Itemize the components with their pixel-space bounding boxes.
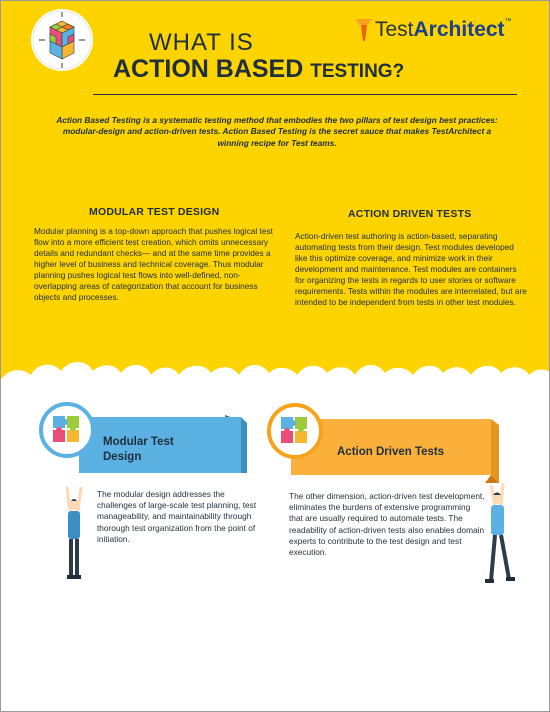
title-line-1: WHAT IS — [149, 29, 254, 56]
title-line-2 — [113, 55, 404, 84]
title-divider — [93, 94, 517, 95]
modular-design-card-title: Modular Test Design — [103, 436, 174, 463]
puzzle-icon-orange — [267, 403, 323, 459]
brand-mark-icon — [353, 17, 375, 43]
puzzle-icon-blue — [39, 402, 95, 458]
title-testing: TESTING? — [310, 61, 405, 82]
title-action-based: ACTION BASED — [113, 55, 304, 83]
cube-logo-icon — [31, 9, 93, 71]
person-pushing-illustration — [481, 479, 517, 589]
testarchitect-logo — [353, 17, 512, 43]
action-driven-tests-text: Action-driven test authoring is action-based, separating automating tests from their design. Test modules developed like this optimize coverage, and minimize work in their development and maintenance. Test modules are containers for organizing the tests in regards to user stories or software requirements. Tests within the modules are interrelated, but are intended to be independent from tests in other test modules. — [295, 231, 527, 308]
person-lifting-illustration — [59, 483, 89, 583]
brand-name: TestArchitect™ — [375, 18, 512, 41]
action-driven-card-title: Action Driven Tests — [337, 446, 445, 458]
intro-text: Action Based Testing is a systematic testing method that embodies the two pillars of test design best practices: modular-design and action-driven tests. Action Based Testing is the secret sauce that makes TestArchitect a winning recipe for Test teams. — [56, 115, 498, 148]
action-driven-card-text: The other dimension, action-driven test development, eliminates the burdens of extensive programming that are usually required to automate tests. The readability of action-driven tests also enables domain experts to contribute to the test design and test execution. — [289, 491, 485, 557]
cloud-divider — [1, 341, 550, 411]
modular-test-design-heading: MODULAR TEST DESIGN — [89, 206, 220, 218]
action-driven-tests-heading: ACTION DRIVEN TESTS — [348, 208, 472, 220]
modular-test-design-text: Modular planning is a top-down approach that pushes logical test flow into a more efficient test creation, which omits unnecessary details and redundant checks— and at the same time provides a higher level of business and technical coverage. Thus modular planning pushes logical test flows into well-defined, non-overlapping areas of categorization that account for business objects and processes. — [34, 226, 273, 303]
modular-design-card-text: The modular design addresses the challenges of large-scale test planning, test manageability, and maintainability through thorough test organization from the point of initiation. — [97, 489, 257, 544]
